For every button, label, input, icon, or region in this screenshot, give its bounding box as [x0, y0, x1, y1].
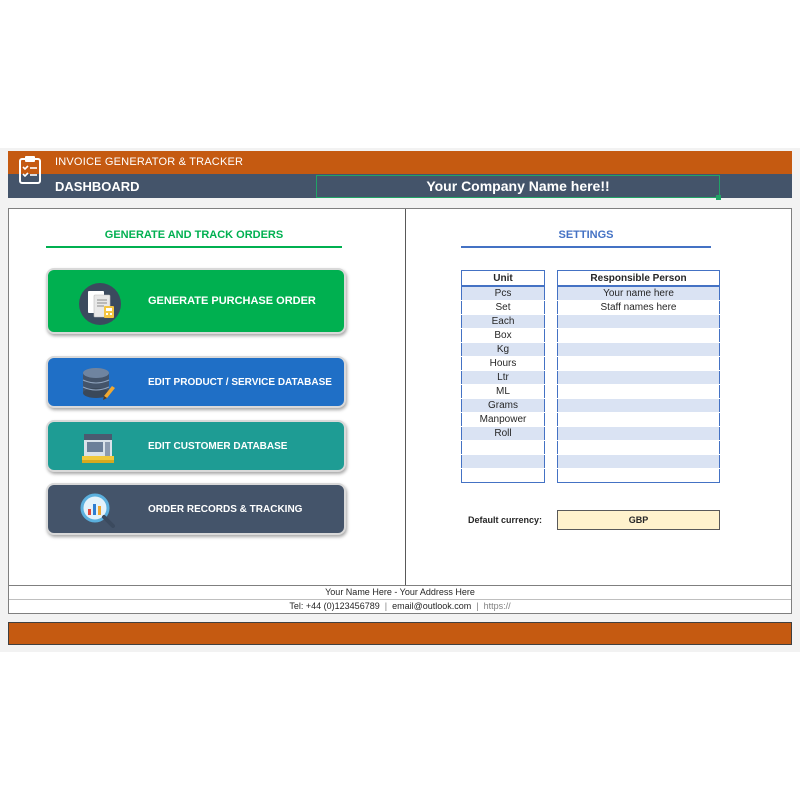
page-title: DASHBOARD — [55, 179, 140, 194]
separator: | — [384, 601, 388, 611]
unit-cell[interactable] — [462, 441, 545, 455]
generate-section-title: GENERATE AND TRACK ORDERS — [104, 229, 284, 241]
person-cell[interactable] — [558, 441, 720, 455]
footer-url[interactable]: https:// — [483, 601, 511, 611]
default-currency-label: Default currency: — [467, 515, 542, 525]
database-icon — [78, 366, 118, 402]
person-cell[interactable] — [558, 315, 720, 329]
unit-column-header: Unit — [462, 271, 545, 287]
person-cell[interactable]: Your name here — [558, 286, 720, 301]
shop-icon — [78, 430, 118, 466]
unit-cell[interactable]: Manpower — [462, 413, 545, 427]
magnifier-chart-icon — [78, 491, 118, 531]
responsible-person-column-header: Responsible Person — [558, 271, 720, 287]
settings-section-title: SETTINGS — [558, 229, 614, 241]
company-name-cell[interactable]: Your Company Name here!! — [316, 175, 720, 198]
footer-email[interactable]: email@outlook.com — [392, 601, 472, 611]
panel-divider — [405, 209, 406, 585]
unit-cell[interactable]: ML — [462, 385, 545, 399]
footer-divider — [9, 585, 791, 586]
unit-cell[interactable]: Roll — [462, 427, 545, 441]
unit-cell[interactable] — [462, 455, 545, 469]
person-cell[interactable] — [558, 343, 720, 357]
unit-cell[interactable] — [462, 469, 545, 483]
footer-tel: Tel: +44 (0)123456789 — [289, 601, 380, 611]
generate-purchase-order-button[interactable] — [46, 268, 346, 334]
unit-cell[interactable]: Ltr — [462, 371, 545, 385]
clipboard-checklist-icon — [15, 154, 45, 186]
unit-cell[interactable]: Set — [462, 301, 545, 315]
order-records-tracking-label: ORDER RECORDS & TRACKING — [148, 503, 303, 515]
edit-product-service-database-label: EDIT PRODUCT / SERVICE DATABASE — [148, 376, 332, 388]
person-cell[interactable] — [558, 413, 720, 427]
generate-section-rule — [46, 246, 342, 248]
person-cell[interactable] — [558, 427, 720, 441]
unit-cell[interactable]: Hours — [462, 357, 545, 371]
person-cell[interactable] — [558, 371, 720, 385]
person-cell[interactable] — [558, 469, 720, 483]
unit-cell[interactable]: Box — [462, 329, 545, 343]
cell-fill-handle[interactable] — [716, 195, 721, 200]
person-cell[interactable] — [558, 385, 720, 399]
edit-customer-database-button[interactable] — [46, 420, 346, 472]
footer-contact — [9, 601, 791, 611]
separator: | — [476, 601, 479, 611]
person-cell[interactable]: Staff names here — [558, 301, 720, 315]
person-cell[interactable] — [558, 399, 720, 413]
person-cell[interactable] — [558, 329, 720, 343]
generate-purchase-order-label: GENERATE PURCHASE ORDER — [148, 295, 316, 307]
unit-cell[interactable]: Each — [462, 315, 545, 329]
unit-cell[interactable]: Pcs — [462, 286, 545, 301]
default-currency-cell[interactable]: GBP — [557, 510, 720, 530]
unit-table — [461, 270, 545, 483]
bottom-accent-bar — [8, 622, 792, 645]
order-records-tracking-button[interactable] — [46, 483, 346, 535]
footer-divider-2 — [9, 599, 791, 600]
person-cell[interactable] — [558, 357, 720, 371]
footer-address: Your Name Here - Your Address Here — [325, 587, 475, 597]
unit-cell[interactable]: Kg — [462, 343, 545, 357]
person-cell[interactable] — [558, 455, 720, 469]
unit-cell[interactable]: Grams — [462, 399, 545, 413]
edit-product-service-database-button[interactable] — [46, 356, 346, 408]
app-title: INVOICE GENERATOR & TRACKER — [55, 156, 244, 168]
edit-customer-database-label: EDIT CUSTOMER DATABASE — [148, 440, 288, 452]
invoice-documents-icon — [78, 282, 122, 326]
settings-section-rule — [461, 246, 711, 248]
responsible-person-table — [557, 270, 720, 483]
